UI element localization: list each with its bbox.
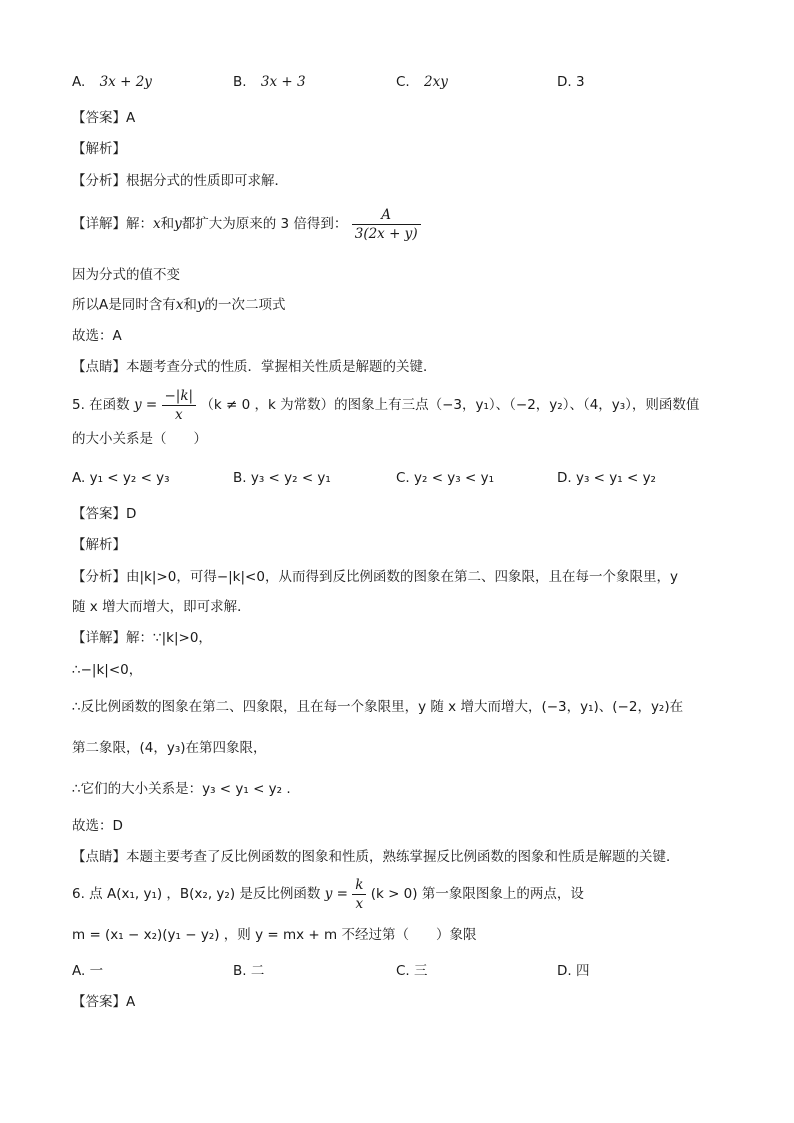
q4-choose: 故选：A xyxy=(72,328,122,344)
q4-option-c xyxy=(396,72,448,92)
q5-xiangjie-line2: ∴−|k|<0， xyxy=(72,662,143,678)
text: 【详解】解： xyxy=(72,216,153,232)
q4-option-b xyxy=(233,72,306,92)
q6-option-b: B. 二 xyxy=(233,963,265,979)
fraction-numerator: A xyxy=(352,206,421,225)
fraction-denominator: x xyxy=(355,895,364,912)
fraction xyxy=(352,876,366,913)
option-label: A. xyxy=(72,74,86,90)
q5-option-d: D. y₃ < y₁ < y₂ xyxy=(557,470,656,486)
fraction xyxy=(352,206,421,243)
math-var: x xyxy=(153,216,161,232)
q5-fenxi-line1: 【分析】由|k|>0，可得−|k|<0，从而得到反比例函数的图象在第二、四象限，且在每一个象限里，y xyxy=(72,569,678,585)
q5-option-b: B. y₃ < y₂ < y₁ xyxy=(233,470,331,486)
fraction xyxy=(162,387,197,424)
q4-option-a xyxy=(72,72,152,92)
text: 所以A是同时含有 xyxy=(72,297,176,313)
q5-option-a: A. y₁ < y₂ < y₃ xyxy=(72,470,170,486)
option-label: B. xyxy=(233,74,247,90)
q5-answer: 【答案】D xyxy=(72,506,137,522)
fraction-numerator: −|k| xyxy=(162,387,197,406)
text: 的一次二项式 xyxy=(204,297,286,313)
math-lhs: y = xyxy=(133,397,158,413)
q5-stem-line1 xyxy=(72,385,699,425)
text: （k ≠ 0 ，k 为常数）的图象上有三点（−3，y₁）、（−2，y₂）、（4，y₃），则函数值 xyxy=(200,397,700,413)
q6-option-a: A. 一 xyxy=(72,963,104,979)
q4-analysis-heading: 【解析】 xyxy=(72,141,126,157)
text: 和 xyxy=(160,216,175,232)
q4-line-b xyxy=(72,295,286,315)
q4-dianjing: 【点睛】本题考查分式的性质．掌握相关性质是解题的关键． xyxy=(72,359,437,375)
q4-line-a: 因为分式的值不变 xyxy=(72,267,180,283)
q6-option-c: C. 三 xyxy=(396,963,428,979)
q5-fenxi-line2: 随 x 增大而增大，即可求解． xyxy=(72,599,251,615)
fraction-denominator: x xyxy=(174,406,183,423)
math-var: y xyxy=(174,216,182,232)
q5-dianjing: 【点睛】本题主要考查了反比例函数的图象和性质，熟练掌握反比例函数的图象和性质是解题的关键． xyxy=(72,849,680,865)
q6-option-d: D. 四 xyxy=(557,963,590,979)
option-math: 3x + 2y xyxy=(99,74,152,90)
q6-stem-line2: m = (x₁ − x₂)(y₁ − y₂) ，则 y = mx + m 不经过第（ ）象限 xyxy=(72,927,477,943)
math-var: y xyxy=(196,297,205,313)
option-label: C. xyxy=(396,74,410,90)
q6-answer: 【答案】A xyxy=(72,994,136,1010)
q5-xiangjie-line4: 第二象限，(4，y₃)在第四象限， xyxy=(72,740,267,756)
q5-option-c: C. y₂ < y₃ < y₁ xyxy=(396,470,495,486)
q5-xiangjie-line3: ∴反比例函数的图象在第二、四象限，且在每一个象限里，y 随 x 增大而增大，(−3，y₁)、(−2，y₂)在 xyxy=(72,699,684,715)
q4-fenxi: 【分析】根据分式的性质即可求解． xyxy=(72,173,288,189)
q5-choose: 故选：D xyxy=(72,818,123,834)
q4-option-d: D. 3 xyxy=(557,74,585,90)
math-lhs: y = xyxy=(324,886,348,902)
option-math: 3x + 3 xyxy=(260,74,306,90)
q4-xiangjie xyxy=(72,204,421,244)
text: 5. 在函数 xyxy=(72,397,130,413)
fraction-denominator: 3(2x + y) xyxy=(354,225,418,242)
q6-stem-line1 xyxy=(72,874,584,914)
option-math: 2xy xyxy=(424,74,448,90)
text: 和 xyxy=(183,297,197,313)
q4-answer: 【答案】A xyxy=(72,110,136,126)
q5-xiangjie-line5: ∴它们的大小关系是：y₃ < y₁ < y₂ . xyxy=(72,781,291,797)
q5-stem-line2: 的大小关系是（ ） xyxy=(72,431,207,447)
text: (k > 0) 第一象限图象上的两点，设 xyxy=(370,886,584,902)
q5-analysis-heading: 【解析】 xyxy=(72,537,126,553)
text: 6. 点 A(x₁, y₁) ，B(x₂, y₂) 是反比例函数 xyxy=(72,886,321,902)
q5-xiangjie-line1: 【详解】解：∵|k|>0， xyxy=(72,630,212,646)
text: 都扩大为原来的 3 倍得到： xyxy=(181,216,348,232)
math-var: x xyxy=(175,297,184,313)
fraction-numerator: k xyxy=(352,876,366,895)
